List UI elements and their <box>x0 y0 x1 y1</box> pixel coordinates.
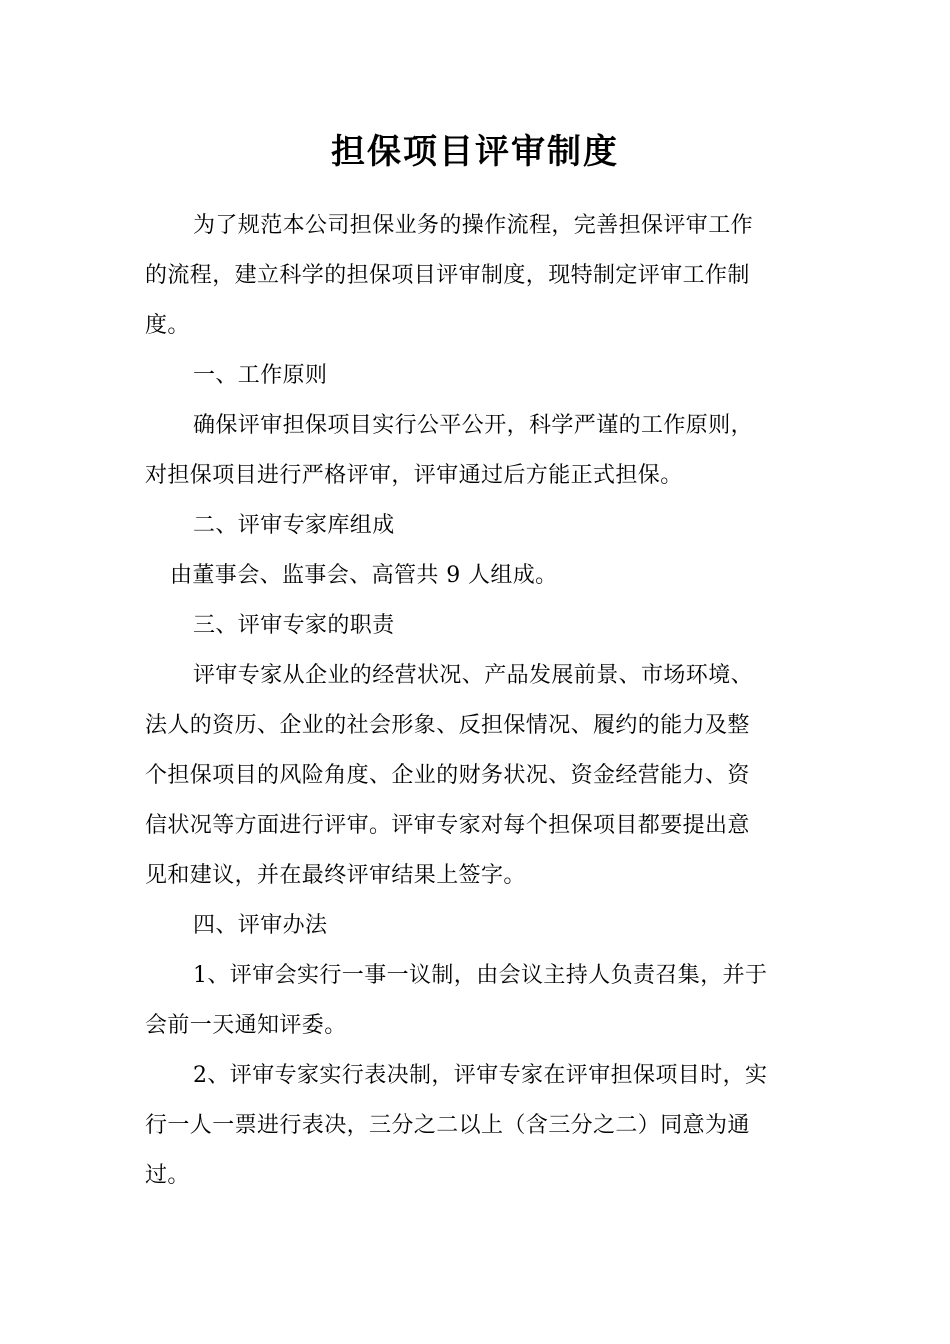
section-4-item-2-line-3: 过。 <box>145 1163 190 1188</box>
intro-line-1: 为了规范本公司担保业务的操作流程，完善担保评审工作 <box>193 213 754 238</box>
section-heading-4: 四、评审办法 <box>193 913 328 938</box>
section-3-line-1: 评审专家从企业的经营状况、产品发展前景、市场环境、 <box>193 663 754 688</box>
section-4-item-1-line-2: 会前一天通知评委。 <box>145 1013 347 1038</box>
section-4-item-2-line-2: 行一人一票进行表决，三分之二以上（含三分之二）同意为通 <box>145 1113 750 1138</box>
intro-line-2: 的流程，建立科学的担保项目评审制度，现特制定评审工作制 <box>145 263 750 288</box>
section-3-line-3: 个担保项目的风险角度、企业的财务状况、资金经营能力、资 <box>145 763 750 788</box>
section-heading-2: 二、评审专家库组成 <box>193 513 395 538</box>
intro-line-3: 度。 <box>145 313 190 338</box>
section-1-line-2: 对担保项目进行严格评审，评审通过后方能正式担保。 <box>145 463 683 488</box>
section-4-item-1-line-1: 1、评审会实行一事一议制，由会议主持人负责召集，并于 <box>193 963 768 988</box>
section-3-line-2: 法人的资历、企业的社会形象、反担保情况、履约的能力及整 <box>145 713 750 738</box>
section-heading-3: 三、评审专家的职责 <box>193 613 395 638</box>
section-2-line-1: 由董事会、监事会、高管共 9 人组成。 <box>170 563 558 588</box>
section-3-line-5: 见和建议，并在最终评审结果上签字。 <box>145 863 526 888</box>
section-heading-1: 一、工作原则 <box>193 363 328 388</box>
section-1-line-1: 确保评审担保项目实行公平公开，科学严谨的工作原则， <box>193 413 754 438</box>
section-4-item-2-line-1: 2、评审专家实行表决制，评审专家在评审担保项目时，实 <box>193 1063 768 1088</box>
section-3-line-4: 信状况等方面进行评审。评审专家对每个担保项目都要提出意 <box>145 813 750 838</box>
document-title: 担保项目评审制度 <box>331 132 619 172</box>
